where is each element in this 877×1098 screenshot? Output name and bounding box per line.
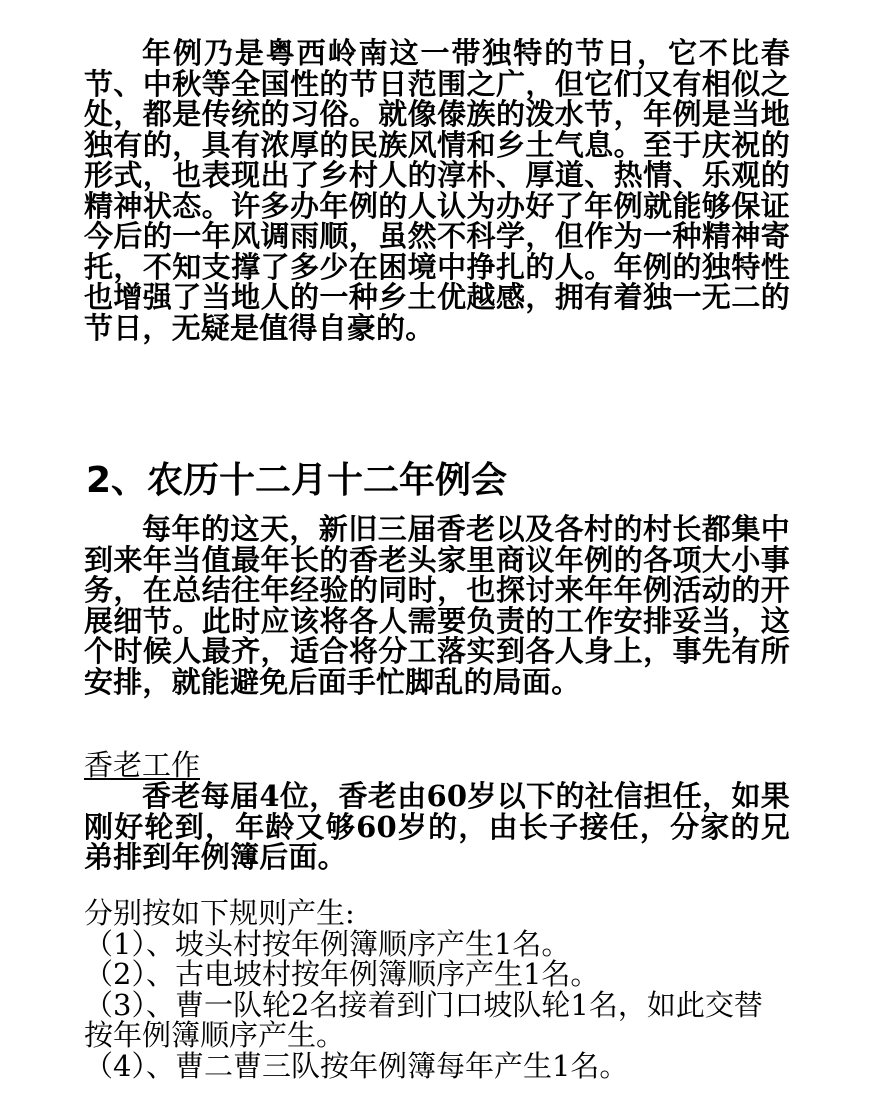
- section-heading: 2、农历十二月十二年例会: [86, 460, 508, 501]
- rule-item: （3）、曹一队轮2名接着到门口坡队轮1名，如此交替按年例簿顺序产生。: [84, 987, 763, 1052]
- rule-item: （2）、古电坡村按年例簿顺序产生1名。: [84, 957, 600, 991]
- rule-item: （1）、坡头村按年例簿顺序产生1名。: [84, 926, 571, 961]
- meeting-paragraph: 每年的这天，新旧三届香老以及各村的村长都集中到来年当值最年长的香老头家里商议年例的各项大小事务，在总结往年经验的同时，也探讨来年年例活动的开展细节。此时应该将各人需要负责的工作安排妥当，这个时候人最齐，适合将分工落实到各人身上，事先有所安排，就能避免后面手忙脚乱的局面。: [84, 512, 790, 699]
- rules-list: [84, 898, 790, 1081]
- intro-paragraph: 年例乃是粤西岭南这一带独特的节日，它不比春节、中秋等全国性的节日范围之广，但它们又有相似之处，都是传统的习俗。就像傣族的泼水节，年例是当地独有的，具有浓厚的民族风情和乡土气息。至于庆祝的形式，也表现出了乡村人的淳朴、厚道、热情、乐观的精神状态。许多办年例的人认为办好了年例就能够保证今后的一年风调雨顺，虽然不科学，但作为一种精神寄托，不知支撑了多少在困境中挣扎的人。年例的独特性也增强了当地人的一种乡土优越感，拥有着独一无二的节日，无疑是值得自豪的。: [84, 36, 790, 345]
- rules-intro: 分别按如下规则产生:: [84, 896, 355, 930]
- rule-item: （4）、曹二曹三队按年例簿每年产生1名。: [84, 1048, 629, 1083]
- xianglao-paragraph: 香老每届4位，香老由60岁以下的社信担任，如果刚好轮到，年龄又够60岁的，由长子接任，分家的兄弟排到年例簿后面。: [84, 779, 790, 874]
- subsection-heading: 香老工作: [84, 748, 201, 782]
